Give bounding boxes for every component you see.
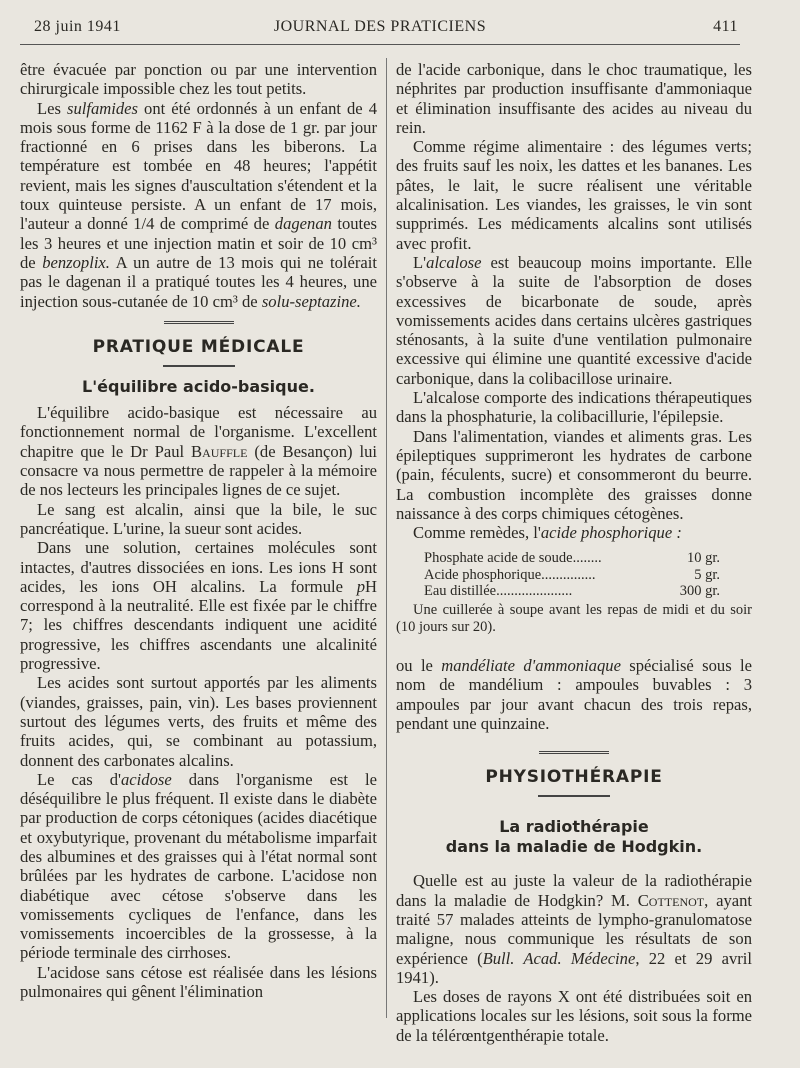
left-column	[20, 60, 377, 1001]
prescription-line: Acide phosphorique............... 5 gr.	[424, 566, 720, 583]
right-column	[396, 60, 752, 1045]
section-heading: PRATIQUE MÉDICALE	[92, 336, 305, 357]
section-heading: PHYSIOTHÉRAPIE	[485, 767, 663, 788]
paragraph: Le sang est alcalin, ainsi que la bile, le suc pancréatique. L'urine, la sueur sont acides.	[20, 499, 377, 538]
paragraph: Comme remèdes, l'acide phosphorique :	[413, 523, 682, 543]
paragraph: Dans une solution, certaines molécules sont intactes, d'autres dissociées en ions. Les ions H sont acides, les ions OH alcalins. La formule pH correspond à la neutralité. Elle est fixée par le chiffre 7; les chiffres descendants indiquent une acidité progressive, les chiffres ascendants une alcalinité progressive.	[20, 538, 377, 674]
paragraph: Les acides sont surtout apportés par les aliments (viandes, graisses, pain, vin). Les bases proviennent surtout des légumes verts, des fruits et même des fruits acides, qui, se combinant au potassium, donnent des carbonates alcalins.	[20, 673, 377, 770]
heading-rule	[163, 365, 235, 367]
article-title: L'équilibre acido-basique.	[82, 377, 315, 397]
paragraph: Dans l'alimentation, viandes et aliments gras. Les épileptiques supprimeront les hydrates de carbone (pain, féculents, sucre) et consommeront du beurre. La combustion incomplète des graisses donne naissance à des corps chimiques cétogènes.	[396, 426, 752, 523]
running-header	[22, 16, 738, 40]
page-number: 411	[713, 18, 738, 35]
paragraph: L'équilibre acido-basique est nécessaire au fonctionnement normal de l'organisme. L'excellent chapitre que le Dr Paul Bauffle (de Besançon) lui consacre va nous permettre de rappeler à la mémoire de nos lecteurs les principales lignes de ce sujet.	[20, 403, 377, 500]
paragraph: L'alcalose comporte des indications thérapeutiques dans la phosphaturie, la colibacillurie, l'épilepsie.	[396, 388, 752, 427]
dosage-note: Une cuillerée à soupe avant les repas de midi et du soir (10 jours sur 20).	[396, 601, 752, 635]
section-divider	[539, 751, 609, 754]
heading-rule	[538, 795, 610, 797]
prescription-line: Phosphate acide de soude........ 10 gr.	[424, 550, 720, 567]
journal-title: JOURNAL DES PRATICIENS	[273, 18, 487, 35]
paragraph: Les doses de rayons X ont été distribuées soit en applications locales sur les lésions, soit sous la forme de la télérœntgenthérapie totale.	[396, 987, 752, 1045]
article-title: La radiothérapie dans la maladie de Hodgkin.	[445, 817, 703, 857]
prescription	[396, 550, 752, 600]
header-rule	[20, 44, 740, 45]
paragraph: Les sulfamides ont été ordonnés à un enfant de 4 mois sous forme de 1162 F à la dose de 1 gr. par jour fractionné en 6 prises dans les biberons. La température est tombée en 48 heures; l'appétit revient, mais les signes d'auscultation s'étendent et la toux quinteuse persiste. A un enfant de 17 mois, l'auteur a donné 1/4 de comprimé de dagenan toutes les 3 heures et une injection matin et soir de 10 cm³ de benzoplix. A un autre de 13 mois qui ne tolérait pas le dagenan il a pratiqué toutes les 4 heures, une injection sous-cutanée de 10 cm³ de solu-septazine.	[20, 98, 378, 311]
prescription-line: Eau distillée..................... 300 gr.	[424, 583, 720, 600]
paragraph: ou le mandéliate d'ammoniaque spécialisé sous le nom de mandélium : ampoules buvables : 3 ampoules par jour avant chacun des trois repas, pendant une quinzaine.	[396, 655, 752, 733]
section-divider	[164, 321, 234, 324]
paragraph: L'acidose sans cétose est réalisée dans les lésions pulmonaires qui gênent l'élimination	[20, 962, 377, 1002]
paragraph: Le cas d'acidose dans l'organisme est le déséquilibre le plus fréquent. Il existe dans le diabète par production de corps cétoniques (acides diacétique et oxybutyrique, provenant du métabolisme imparfait des albumines et des graisses qui à l'état normal sont brûlées par les hydrates de carbone. L'acidose non diabétique avec cétose s'observe dans les vomissements cycliques de l'enfance, dans les vomissements incoercibles de la grossesse, à la période terminale des cirrhoses.	[20, 769, 377, 963]
paragraph: Quelle est au juste la valeur de la radiothérapie dans la maladie de Hodgkin? M. Cottenot, ayant traité 57 malades atteints de lympho-granulomatose maligne, nous communique les résultats de son expérience (Bull. Acad. Médecine, 22 et 29 avril 1941).	[396, 871, 753, 987]
paragraph: de l'acide carbonique, dans le choc traumatique, les néphrites par production insuffisante d'ammoniaque et élimination insuffisante des acides au niveau du rein.	[396, 60, 752, 137]
paragraph: Comme régime alimentaire : des légumes verts; des fruits sauf les noix, les dattes et les bananes. Les pâtes, le lait, le sucre réalisent une véritable alcalinisation. Les viandes, les graisses, le vin sont supprimés. Les médicaments alcalins sont utilisés avec profit.	[396, 137, 752, 253]
column-divider	[386, 58, 387, 1018]
paragraph: L'alcalose est beaucoup moins importante. Elle s'observe à la suite de l'absorption de doses excessives de bicarbonate de soude, après vomissements acides dans certains ulcères gastriques sténosants, à la suite d'une ventilation pulmonaire excessive qui élimine une quantité excessive d'acide carbonique, dans la colibacillose urinaire.	[396, 252, 752, 388]
paragraph: être évacuée par ponction ou par une intervention chirurgicale impossible chez les tout petits.	[20, 60, 377, 99]
header-date: 28 juin 1941	[34, 18, 121, 35]
